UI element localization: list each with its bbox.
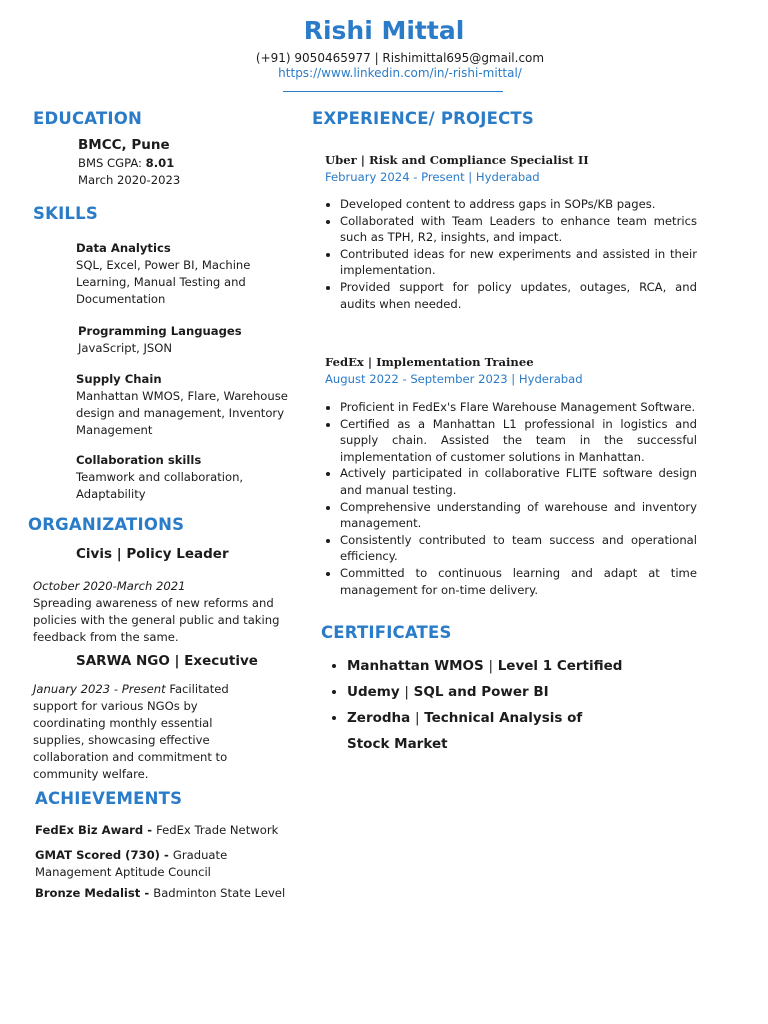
education-school: BMCC, Pune [78,137,170,153]
certificate-issuer: Manhattan WMOS [347,658,489,674]
job-meta: February 2024 - Present | Hyderabad [325,170,540,184]
certificates-list [329,653,629,757]
achievement-title: GMAT Scored (730) - [35,848,173,862]
certificate-name: SQL and Power BI [408,684,549,700]
linkedin-link[interactable]: https://www.linkedin.com/in/-rishi-mittal/ [278,66,522,80]
achievement-text: Badminton State Level [153,886,286,900]
job-bullet: • Contributed ideas for new experiments and assisted in their implementation. [340,246,697,279]
education-dates: March 2020-2023 [78,173,181,187]
org-role: Civis | Policy Leader [76,546,229,562]
job-bullet: • Comprehensive understanding of warehouse and inventory management. [340,499,697,532]
certificate-item [347,679,629,705]
org-entry [33,578,280,646]
header-divider [283,91,503,92]
achievements-heading: ACHIEVEMENTS [35,789,183,808]
candidate-name: Rishi Mittal [303,16,465,45]
achievement-item [35,847,295,881]
achievement-text: Graduate Management Aptitude Council [35,848,228,879]
skill-text: Teamwork and collaboration, Adaptability [76,470,244,501]
certificate-item [347,653,629,679]
job-entry [325,152,705,186]
org-entry [33,681,265,783]
achievement-title: Bronze Medalist - [35,886,154,900]
job-bullets [325,399,697,598]
organizations-heading: ORGANIZATIONS [28,515,185,534]
contact-line: (+91) 9050465977 | Rishimittal695@gmail.com [255,51,545,65]
skill-text: JavaScript, JSON [78,341,173,355]
skill-text: Manhattan WMOS, Flare, Warehouse design and management, Inventory Management [76,389,288,437]
certificate-item [347,705,629,757]
org-text: Facilitated support for various NGOs by coordinating monthly essential supplies, showcasing effective collaboration and commitment to community welfare. [33,682,229,781]
certificates-heading: CERTIFICATES [321,623,452,642]
certificate-separator: | [414,710,420,726]
org-role: SARWA NGO | Executive [76,653,258,669]
certificate-separator: | [404,684,409,700]
skill-title: Collaboration skills [76,453,202,467]
cgpa-value: 8.01 [145,156,175,170]
job-bullet: • Actively participated in collaborative FLITE software design and manual testing. [340,465,697,498]
certificate-name: Technical Analysis of Stock Market [347,710,583,752]
skills-heading: SKILLS [33,204,98,223]
job-bullet: • Consistently contributed to team success and operational efficiency. [340,532,697,565]
org-dates: January 2023 - Present [33,682,166,696]
certificate-issuer: Udemy [347,684,405,700]
education-heading: EDUCATION [33,109,142,128]
job-bullet: • Provided support for policy updates, outages, RCA, and audits when needed. [340,279,697,312]
org-dates: October 2020-March 2021 [33,579,186,593]
education-block [78,137,278,189]
job-title: Uber | Risk and Compliance Specialist II [325,153,589,167]
skill-title: Supply Chain [76,372,162,386]
job-meta: August 2022 - September 2023 | Hyderabad [325,372,583,386]
skill-item [78,323,288,357]
achievement-title: FedEx Biz Award - [35,823,157,837]
cgpa-label: BMS CGPA: [78,156,146,170]
experience-heading: EXPERIENCE/ PROJECTS [312,109,534,128]
job-bullet: • Collaborated with Team Leaders to enhance team metrics such as TPH, R2, insights, and impact. [340,213,697,246]
skill-text: SQL, Excel, Power BI, Machine Learning, Manual Testing and Documentation [76,258,251,306]
certificate-name: Level 1 Certified [493,658,623,674]
job-entry [325,354,705,388]
job-bullet: • Certified as a Manhattan L1 professional in logistics and supply chain. Assisted the team in the successful implementation of customer solutions in Manhattan. [340,416,697,466]
job-title: FedEx | Implementation Trainee [325,355,534,369]
achievement-item [35,822,295,839]
job-bullet: • Developed content to address gaps in SOPs/KB pages. [340,196,697,213]
certificate-issuer: Zerodha [347,710,415,726]
skill-item [76,452,276,503]
skill-title: Data Analytics [76,241,171,255]
contact-block [0,51,768,80]
org-text: Spreading awareness of new reforms and policies with the general public and taking feedback from the same. [33,596,280,644]
job-bullet: • Committed to continuous learning and adapt at time management for on-time delivery. [340,565,697,598]
job-bullet: • Proficient in FedEx's Flare Warehouse Management Software. [340,399,697,416]
achievement-item [35,885,295,902]
education-cgpa [78,155,278,172]
job-bullets [325,196,697,312]
achievement-text: FedEx Trade Network [156,823,279,837]
skill-title: Programming Languages [78,324,242,338]
skill-item [76,240,286,308]
skill-item [76,371,288,439]
certificate-separator: | [488,658,493,674]
